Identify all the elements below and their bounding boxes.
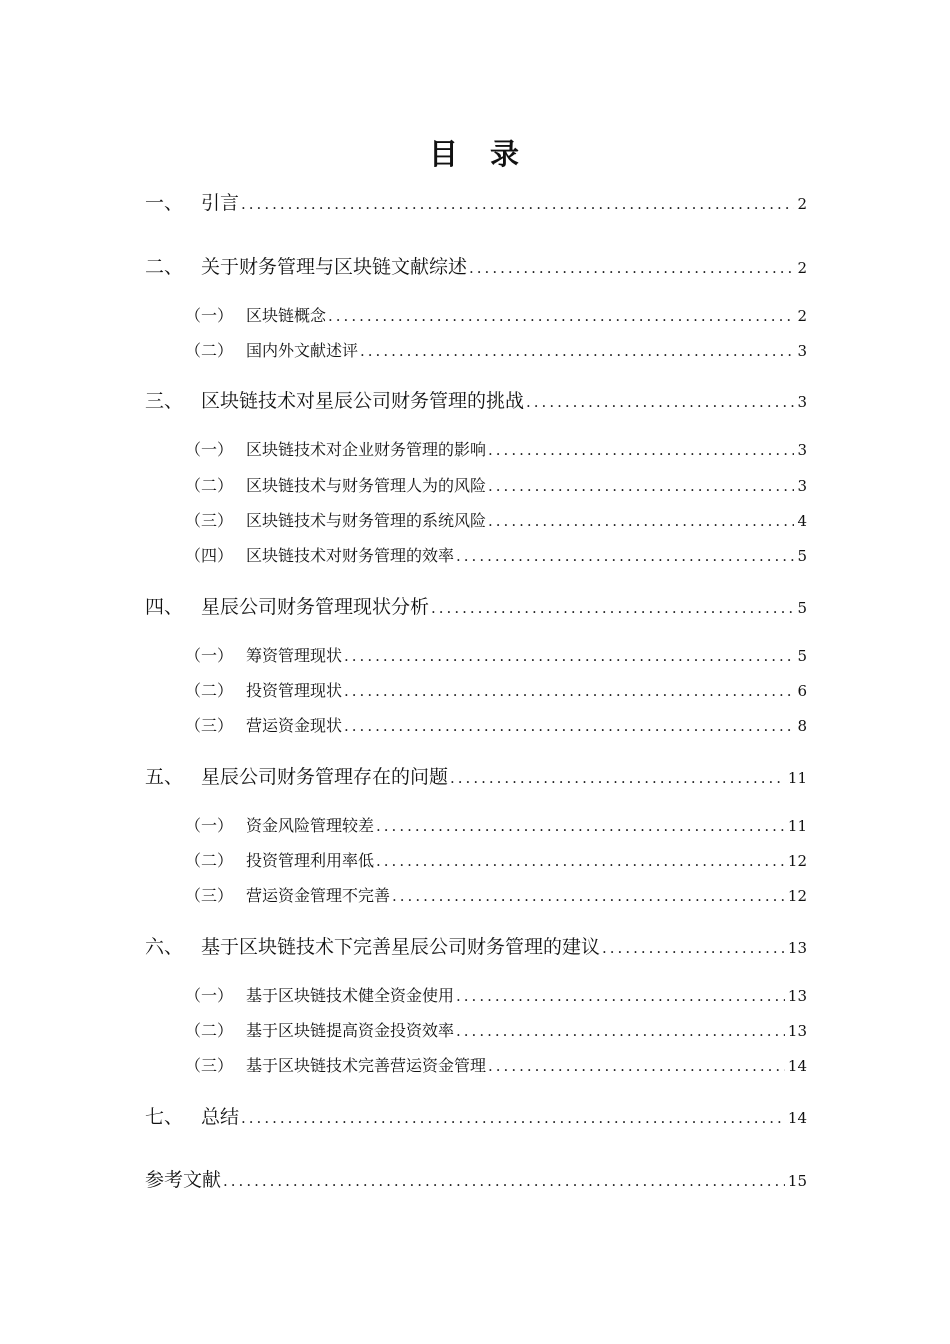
toc-entry-2-2[interactable] (185, 338, 807, 361)
toc-leader-dots (526, 393, 794, 411)
toc-entry-4-2[interactable] (185, 678, 807, 701)
toc-page-number: 13 (787, 939, 807, 957)
toc-leader-dots (344, 682, 794, 700)
toc-entry-text: 总结 (201, 1106, 240, 1128)
toc-entry-number: 四、 (145, 596, 184, 618)
toc-entry-2-1[interactable] (185, 303, 807, 326)
toc-entry-number: （二） (185, 1021, 234, 1040)
toc-leader-dots (223, 1172, 785, 1190)
toc-entry-number: （一） (185, 306, 234, 325)
toc-entry-text: 关于财务管理与区块链文献综述 (201, 256, 468, 278)
toc-entry-text: 营运资金现状 (246, 716, 343, 735)
toc-leader-dots (376, 852, 785, 870)
toc-entry-number: （一） (185, 440, 234, 459)
toc-entry-6-1[interactable] (185, 983, 807, 1006)
toc-entry-text: 国内外文献述评 (246, 341, 359, 360)
toc-leader-dots (456, 547, 794, 565)
toc-entry-text: 区块链技术与财务管理人为的风险 (246, 476, 487, 495)
toc-entry-7[interactable] (145, 1102, 807, 1129)
toc-entry-5-2[interactable] (185, 848, 807, 871)
toc-title-part2: 录 (490, 137, 522, 171)
toc-entry-number: 一、 (145, 192, 184, 214)
toc-entry-number: （四） (185, 546, 234, 565)
toc-entry-2[interactable] (145, 252, 807, 279)
toc-entry-text: 营运资金管理不完善 (246, 886, 391, 905)
toc-entry-number: （一） (185, 986, 234, 1005)
toc-entry-number: （三） (185, 886, 234, 905)
toc-leader-dots (360, 342, 794, 360)
toc-entry-number: （二） (185, 341, 234, 360)
toc-entry-number: （三） (185, 511, 234, 530)
toc-page-number: 3 (797, 342, 807, 360)
toc-leader-dots (328, 307, 794, 325)
toc-leader-dots (376, 817, 785, 835)
toc-leader-dots (488, 1057, 785, 1075)
toc-leader-dots (456, 987, 785, 1005)
toc-entry-number: （三） (185, 1056, 234, 1075)
toc-entry-text: 基于区块链技术下完善星辰公司财务管理的建议 (201, 936, 601, 958)
toc-entry-3-2[interactable] (185, 473, 807, 496)
toc-entry-number: 三、 (145, 390, 184, 412)
toc-page-number: 13 (787, 987, 807, 1005)
toc-entry-4-3[interactable] (185, 713, 807, 736)
toc-entry-3-1[interactable] (185, 437, 807, 460)
toc-leader-dots (241, 195, 794, 213)
toc-leader-dots (488, 477, 794, 495)
toc-entry-text: 星辰公司财务管理存在的问题 (201, 766, 449, 788)
toc-entry-4[interactable] (145, 592, 807, 619)
toc-page-number: 15 (787, 1172, 807, 1190)
toc-page-number: 2 (797, 307, 807, 325)
toc-page-number: 5 (797, 599, 807, 617)
toc-leader-dots (488, 441, 794, 459)
toc-entry-6-2[interactable] (185, 1018, 807, 1041)
toc-entry-6-3[interactable] (185, 1053, 807, 1076)
toc-entry-text: 基于区块链提高资金投资效率 (246, 1021, 455, 1040)
toc-page-number: 3 (797, 441, 807, 459)
toc-page-number: 4 (797, 512, 807, 530)
toc-page-number: 3 (797, 393, 807, 411)
toc-leader-dots (450, 769, 785, 787)
toc-entry-number: （三） (185, 716, 234, 735)
toc-entry-number: （二） (185, 681, 234, 700)
toc-entry-number: 七、 (145, 1106, 184, 1128)
toc-entry-text: 资金风险管理较差 (246, 816, 375, 835)
toc-entry-5-3[interactable] (185, 883, 807, 906)
toc-page-number: 3 (797, 477, 807, 495)
toc-entry-text: 区块链技术对星辰公司财务管理的挑战 (201, 390, 525, 412)
toc-page-number: 2 (797, 195, 807, 213)
toc-page-number: 14 (787, 1109, 807, 1127)
toc-leader-dots (602, 939, 785, 957)
toc-leader-dots (392, 887, 785, 905)
toc-page-number: 12 (787, 852, 807, 870)
toc-leader-dots (241, 1109, 785, 1127)
toc-title-part1: 目 (428, 137, 460, 171)
toc-page-number: 11 (787, 817, 807, 835)
toc-entry-text: 区块链技术对财务管理的效率 (246, 546, 455, 565)
toc-entry-3[interactable] (145, 386, 807, 413)
toc-entry-text: 基于区块链技术完善营运资金管理 (246, 1056, 487, 1075)
toc-entry-number: （二） (185, 476, 234, 495)
toc-entry-3-3[interactable] (185, 508, 807, 531)
toc-entry-text: 基于区块链技术健全资金使用 (246, 986, 455, 1005)
toc-page-number: 12 (787, 887, 807, 905)
toc-leader-dots (488, 512, 794, 530)
toc-leader-dots (344, 647, 794, 665)
toc-page-number: 14 (787, 1057, 807, 1075)
toc-entry-number: （一） (185, 816, 234, 835)
toc-entry-text: 投资管理现状 (246, 681, 343, 700)
toc-entry-number: 五、 (145, 766, 184, 788)
toc-entry-text: 参考文献 (145, 1169, 222, 1191)
toc-page-number: 5 (797, 547, 807, 565)
toc-entry-number: 六、 (145, 936, 184, 958)
toc-leader-dots (456, 1022, 785, 1040)
toc-entry-text: 区块链概念 (246, 306, 327, 325)
toc-page-number: 8 (797, 717, 807, 735)
toc-entry-3-4[interactable] (185, 543, 807, 566)
toc-leader-dots (469, 259, 794, 277)
toc-entry-5-1[interactable] (185, 813, 807, 836)
toc-entry-text: 星辰公司财务管理现状分析 (201, 596, 430, 618)
toc-page-number: 13 (787, 1022, 807, 1040)
toc-entry-text: 区块链技术对企业财务管理的影响 (246, 440, 487, 459)
toc-entry-text: 区块链技术与财务管理的系统风险 (246, 511, 487, 530)
toc-page-number: 6 (797, 682, 807, 700)
toc-leader-dots (344, 717, 794, 735)
toc-entry-1[interactable] (145, 188, 807, 215)
toc-entry-text: 引言 (201, 192, 240, 214)
toc-page-number: 11 (787, 769, 807, 787)
toc-page-number: 2 (797, 259, 807, 277)
toc-entry-5[interactable] (145, 762, 807, 789)
toc-entry-text: 投资管理利用率低 (246, 851, 375, 870)
toc-entry-6[interactable] (145, 932, 807, 959)
toc-entry-number: （二） (185, 851, 234, 870)
toc-entry-text: 筹资管理现状 (246, 646, 343, 665)
toc-page-number: 5 (797, 647, 807, 665)
toc-leader-dots (431, 599, 794, 617)
toc-entry-number: 二、 (145, 256, 184, 278)
toc-entry-number: （一） (185, 646, 234, 665)
toc-entry-references[interactable] (145, 1165, 807, 1192)
toc-entry-4-1[interactable] (185, 643, 807, 666)
